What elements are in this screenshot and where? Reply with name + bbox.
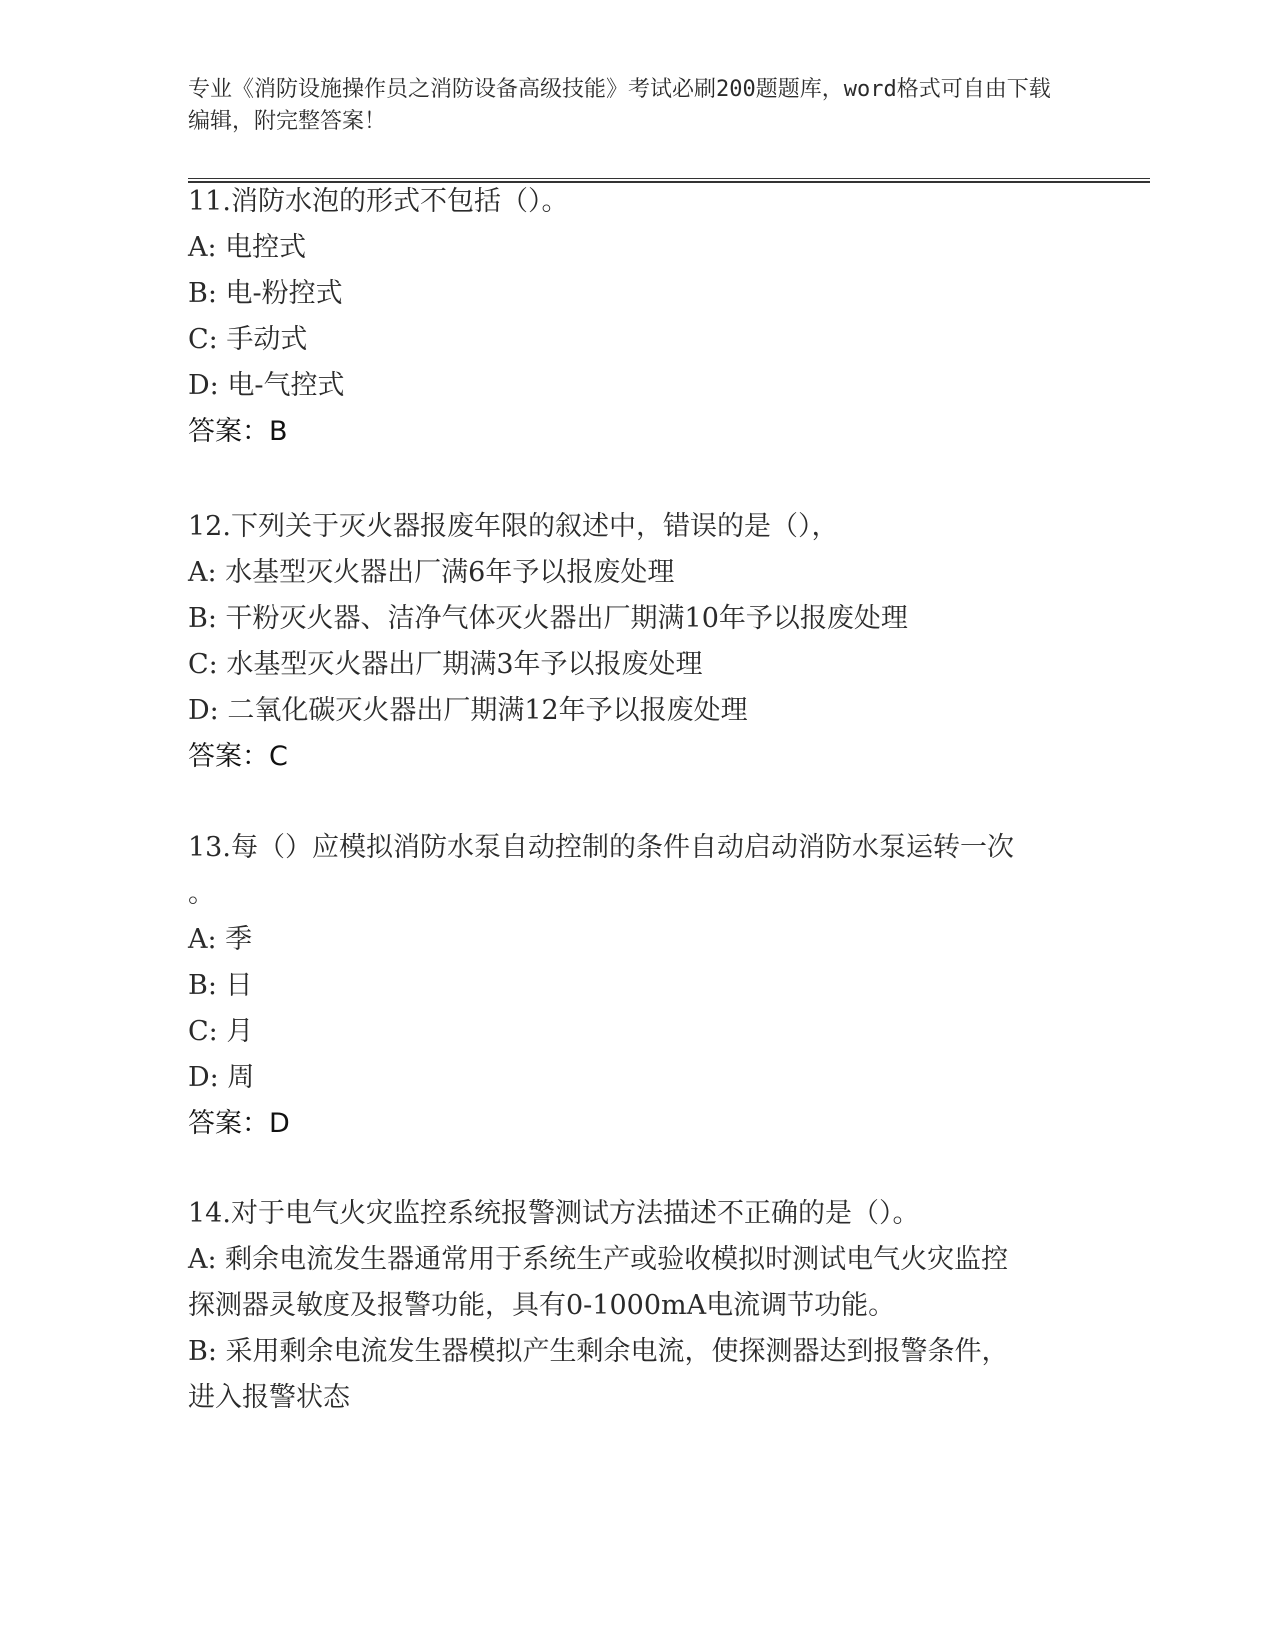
option-a: A: 剩余电流发生器通常用于系统生产或验收模拟时测试电气火灾监控 (188, 1244, 1009, 1275)
option-d: D: 二氧化碳灭火器出厂期满12年予以报废处理 (188, 695, 748, 726)
option-b: B: 干粉灭火器、洁净气体灭火器出厂期满10年予以报废处理 (188, 603, 908, 634)
option-d: D: 电-气控式 (188, 370, 345, 401)
question-13 (188, 825, 1088, 1147)
question-stem: 12.下列关于灭火器报废年限的叙述中，错误的是（）， (188, 511, 839, 542)
question-stem: 14.对于电气火灾监控系统报警测试方法描述不正确的是（）。 (188, 1198, 920, 1229)
answer: 答案：C (188, 741, 288, 772)
answer: 答案：D (188, 1108, 290, 1139)
option-b: B: 电-粉控式 (188, 278, 343, 309)
question-stem: 13.每（）应模拟消防水泵自动控制的条件自动启动消防水泵运转一次 (188, 832, 1014, 863)
option-c: C: 月 (188, 1016, 254, 1047)
option-c: C: 水基型灭火器出厂期满3年予以报废处理 (188, 649, 703, 680)
answer: 答案：B (188, 416, 288, 447)
question-stem-continuation: 。 (188, 878, 215, 909)
option-b-continuation: 进入报警状态 (188, 1382, 350, 1413)
question-12 (188, 504, 1088, 780)
option-a: A: 季 (188, 924, 253, 955)
option-c: C: 手动式 (188, 324, 308, 355)
option-a: A: 电控式 (188, 232, 307, 263)
question-stem: 11.消防水泡的形式不包括（）。 (188, 186, 569, 217)
option-d: D: 周 (188, 1062, 255, 1093)
question-14 (188, 1191, 1088, 1421)
option-b: B: 采用剩余电流发生器模拟产生剩余电流，使探测器达到报警条件， (188, 1336, 1009, 1367)
option-b: B: 日 (188, 970, 253, 1001)
document-header: 专业《消防设施操作员之消防设备高级技能》考试必刷200题题库，word格式可自由下载编辑，附完整答案！ (188, 77, 1051, 134)
option-a: A: 水基型灭火器出厂满6年予以报废处理 (188, 557, 675, 588)
option-a-continuation: 探测器灵敏度及报警功能，具有0-1000mA电流调节功能。 (188, 1290, 896, 1321)
question-11 (188, 179, 1088, 455)
